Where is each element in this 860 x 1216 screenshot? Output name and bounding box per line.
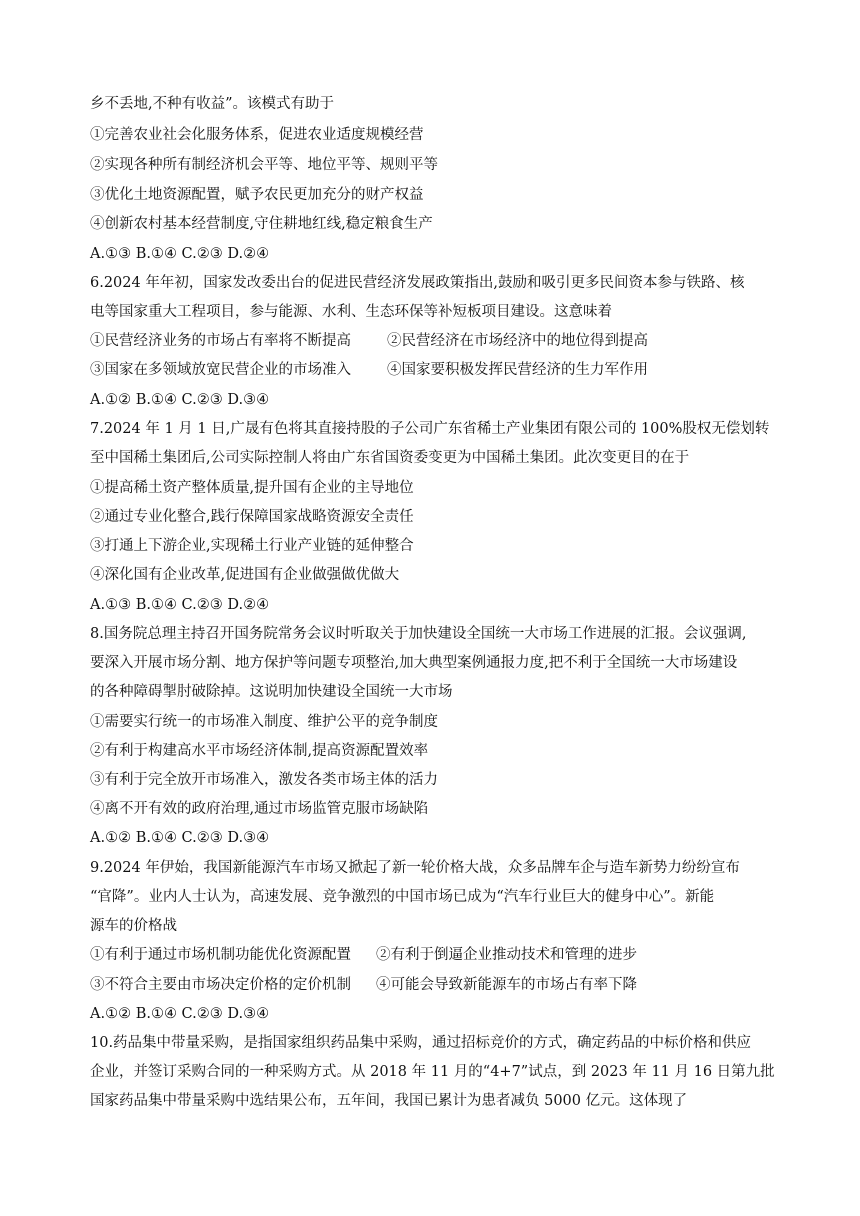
q8-option-1: ①需要实行统一的市场准入制度、维护公平的竞争制度 [90,714,438,730]
q8-stem-line-1: 8.国务院总理主持召开国务院常务会议时听取关于加快建设全国统一大市场工作进展的汇报。会议强调, [90,626,747,642]
q6-answer-choices: A.①② B.①④ C.②③ D.③④ [90,392,270,408]
q10-stem-line-2: 企业，并签订采购合同的一种采购方式。从 2018 年 11 月的“4+7”试点，到 2023 年 11 月 16 日第九批 [90,1064,775,1080]
q8-answer-choices: A.①② B.①④ C.②③ D.③④ [90,830,270,846]
q9-option-4: ④可能会导致新能源车的市场占有率下降 [376,977,637,993]
q9-option-1: ①有利于通过市场机制功能优化资源配置 [90,947,351,963]
q9-option-3: ③不符合主要由市场决定价格的定价机制 [90,977,351,993]
q8-option-3: ③有利于完全放开市场准入，激发各类市场主体的活力 [90,772,438,788]
q6-stem-line-1: 6.2024 年年初，国家发改委出台的促进民营经济发展政策指出,鼓励和吸引更多民间资本参与铁路、核 [90,275,745,291]
q7-answer-choices: A.①③ B.①④ C.②③ D.②④ [90,597,270,613]
q8-stem-line-3: 的各种障碍掣肘破除掉。这说明加快建设全国统一大市场 [90,684,453,700]
q6-option-1: ①民营经济业务的市场占有率将不断提高 [90,333,351,349]
q9-option-2: ②有利于倒逼企业推动技术和管理的进步 [376,947,637,963]
q8-option-2: ②有利于构建高水平市场经济体制,提高资源配置效率 [90,743,429,759]
q6-option-3: ③国家在多领域放宽民营企业的市场准入 [90,362,351,378]
q7-option-3: ③打通上下游企业,实现稀土行业产业链的延伸整合 [90,538,414,554]
q6-stem-line-2: 电等国家重大工程项目，参与能源、水利、生态环保等补短板项目建设。这意味着 [90,304,612,320]
q7-option-2: ②通过专业化整合,践行保障国家战略资源安全责任 [90,509,414,525]
q8-option-4: ④离不开有效的政府治理,通过市场监管克服市场缺陷 [90,801,429,817]
q9-stem-line-2: “官降”。业内人士认为，高速发展、竞争激烈的中国市场已成为“汽车行业巨大的健身中心”。新能 [90,889,715,905]
q5-option-3: ③优化土地资源配置，赋予农民更加充分的财产权益 [90,187,424,203]
q5-option-4: ④创新农村基本经营制度,守住耕地红线,稳定粮食生产 [90,216,433,232]
q7-stem-line-2: 至中国稀土集团后,公司实际控制人将由广东省国资委变更为中国稀土集团。此次变更目的在于 [90,450,690,466]
q7-stem-line-1: 7.2024 年 1 月 1 日,广晟有色将其直接持股的子公司广东省稀土产业集团有限公司的 100%股权无偿划转 [90,421,770,437]
q9-stem-line-1: 9.2024 年伊始，我国新能源汽车市场又掀起了新一轮价格大战，众多品牌车企与造车新势力纷纷宣布 [90,860,740,876]
q6-option-4: ④国家要积极发挥民营经济的生力军作用 [387,362,648,378]
q10-stem-line-3: 国家药品集中带量采购中选结果公布，五年间，我国已累计为患者减负 5000 亿元。这体现了 [90,1093,688,1109]
q7-option-4: ④深化国有企业改革,促进国有企业做强做优做大 [90,567,400,583]
q5-option-1: ①完善农业社会化服务体系，促进农业适度规模经营 [90,127,424,143]
q9-answer-choices: A.①② B.①④ C.②③ D.③④ [90,1006,270,1022]
q10-stem-line-1: 10.药品集中带量采购，是指国家组织药品集中采购，通过招标竞价的方式，确定药品的中标价格和供应 [90,1035,752,1051]
q6-option-2: ②民营经济在市场经济中的地位得到提高 [387,333,648,349]
q8-stem-line-2: 要深入开展市场分割、地方保护等问题专项整治,加大典型案例通报力度,把不利于全国统一大市场建设 [90,655,738,671]
q9-stem-line-3: 源车的价格战 [90,918,177,934]
q5-stem-tail: 乡不丢地,不种有收益”。该模式有助于 [90,96,335,112]
q7-option-1: ①提高稀土资产整体质量,提升国有企业的主导地位 [90,480,414,496]
q5-option-2: ②实现各种所有制经济机会平等、地位平等、规则平等 [90,157,438,173]
q5-answer-choices: A.①③ B.①④ C.②③ D.②④ [90,246,270,262]
